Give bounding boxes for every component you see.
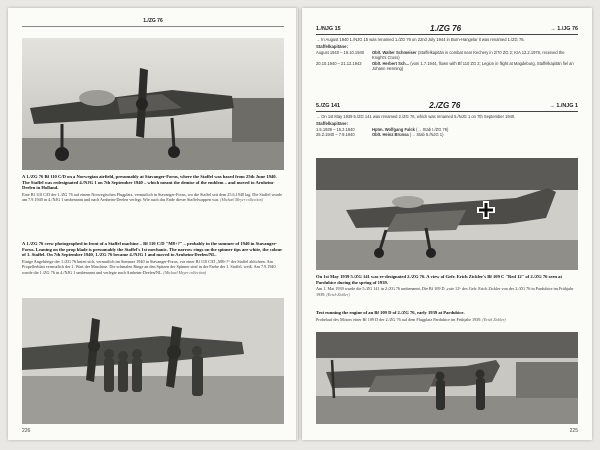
unit-info-2	[316, 114, 578, 138]
commander-name: Oblt. Heinz Brunsa	[372, 132, 409, 138]
photo-credit: (Erich Zickler)	[326, 292, 350, 297]
commander-dates: 20.10.1940 – 21.12.1943	[316, 60, 362, 66]
caption-english: A 1./ZG 76 Bf 110 C/D on a Norwegian airfield, presumably at Stavanger-Forus, where the Staffel was based from 25th June 1940. The Staffel was redesignated 4./NJG 1 on 7th September 1940 – which meant the demise of the emblem – and moved to Arnheim-Deelen in Holland.	[22, 174, 277, 191]
section-heading: Staffelkapitäne:	[316, 44, 348, 50]
photo-2-caption	[22, 241, 284, 276]
photo-bf110-airfield	[22, 38, 284, 170]
unit-info-1	[316, 37, 578, 71]
photo-engine-test-run	[316, 332, 578, 424]
commander-note: (→ Stab I./ZG 76)	[416, 126, 449, 132]
commander-note: (→ Stab 5./NJG 1)	[409, 132, 444, 138]
unit-history: → On 1st May 1939 5./ZG 141 was renamed 2./ZG 76, which was renamed 5./NJG 1 on 7th September 1940.	[316, 114, 516, 119]
photo-1-caption	[22, 174, 284, 203]
unit-title: 1./ZG 76	[429, 24, 462, 33]
previous-unit-code: 1./NJG 15	[316, 25, 341, 32]
unit-heading-1	[316, 24, 578, 35]
page-number: 225	[569, 428, 578, 434]
commander-dates: 25.2.1940 – 7.9.1940	[316, 132, 355, 138]
commander-row	[316, 61, 578, 72]
unit-title: 2./ZG 76	[429, 101, 461, 110]
unit-history: → In August 1940 1./NJG 15 was renamed 1./ZG 76 on 22nd July 1944 in Burn-Hangelar it was renamed 1./ZG 76.	[316, 37, 525, 42]
commander-name: Hptm. Wolfgang Falck	[372, 126, 415, 132]
next-unit-code: → 1./NJG 1	[549, 102, 578, 109]
commander-name: Oblt. Walter Schmeiser	[372, 49, 417, 55]
photo-credit: (Michael Meyer collection)	[163, 270, 207, 275]
photo-3-caption	[316, 274, 578, 298]
right-page	[302, 8, 592, 440]
unit-heading-2	[316, 101, 578, 112]
left-page	[8, 8, 298, 440]
commander-note: (Staffelkapitän in combat near Kechery in 2/70 ZG 2; KIA 12.2.1978, received the Knight's Cross)	[372, 49, 565, 61]
caption-english: On 1st May 1939 5./ZG 141 was re-designated 2./ZG 76. A view of Gefr. Erich Zickler's Bf 109 C "Red 12" of 2./ZG 76 seen at Pardubice during the spring of 1939.	[316, 274, 563, 285]
previous-unit-code: 5./ZG 141	[316, 102, 340, 109]
section-heading: Staffelkapitäne:	[316, 121, 348, 127]
commander-dates: August 1940 – 19.10.1940	[316, 49, 365, 55]
commander-name: Oblt. Herbert Sch...	[372, 60, 410, 66]
commander-row	[316, 50, 578, 61]
photo-credit: (Michael Meyer collection)	[220, 198, 263, 203]
running-head: 1./ZG 76	[22, 18, 284, 27]
caption-german: Eine Bf 110 C/D der 1./ZG 76 auf einem Norwegischen Flugplatz, vermutlich in Stavanger-Forus, wo die Staffel seit dem 25.6.1940 lag. Die Staffel wurde am 7.9.1940 in 4./NJG 1 umbenannt und nach Arnheim-Deelen verlegt. Wie auch das Ende dieser Staffelwappen war. (Michael Meyer collection)	[22, 192, 282, 203]
caption-english: A 1./ZG 76 crew photographed in front of a Staffel machine – Bf 110 C/D "M8+?" – probably in the summer of 1940 in Stavanger-Forus. Leaning on the prop blade is presumably the Staffel's 1st mechanic. The narrow rings on the spinner tips are white, the colour of 1. Staffel. On 7th September 1940, 1./ZG 76 became 4./NJG 1 and moved to Arnheim-Deelen/NL.	[22, 241, 283, 258]
photo-bf109-red-12	[316, 158, 578, 270]
caption-english: Test running the engine of an Bf 109 D of 2./ZG 76, early 1939 at Pardubice.	[316, 310, 465, 315]
caption-german: Probelauf des Motors einer Bf 109 D der 2./ZG 76 auf dem Flugplatz Pardubice im Frühjahr 1939. (Erich Zickler)	[316, 316, 506, 322]
commander-dates: 1.5.1939 – 15.2.1940	[316, 126, 355, 132]
photo-4-caption	[316, 310, 578, 323]
caption-german: Einige Angehörige der 1./ZG 76 knien sich, vermutlich im Sommer 1940 in Stavanger-Forus, vor einer Bf 110 C/D „M8+?“ der Staffel ablichten. Am Propellerblatt vermutlich der 1. Wart der Maschine. Die schmalen Ringe an den Spitzen der Spinner sind in der Farbe der 1. Staffel, weiß. Am 7.9.1940 wurde die 1./ZG 76 in 4./NJG 1 umbenannt und verlegte nach Arnheim-Deelen/NL. (Michael Meyer collection)	[22, 259, 276, 275]
commander-note: (vom 1.7.1944, flown with Bf 110 ZG 2; Legion in flight at Magdeburg, Staffelkapitän fiel an Johann Henning)	[372, 60, 574, 71]
commander-row	[316, 132, 578, 137]
next-unit-code: → 1./JG 76	[550, 25, 578, 32]
caption-german: Am 1. Mai 1939 wurde die 5./ZG 141 in 2./ZG 76 umbenannt. Die Bf 109 D „rote 12“ des Gefr. Erich Zickler von der 2./ZG 76 in Pardubice im Frühjahr 1939. (Erich Zickler)	[316, 286, 574, 297]
photo-crew-with-aircraft	[22, 298, 284, 424]
page-number: 226	[22, 428, 31, 434]
photo-credit: (Erich Zickler)	[482, 317, 506, 322]
